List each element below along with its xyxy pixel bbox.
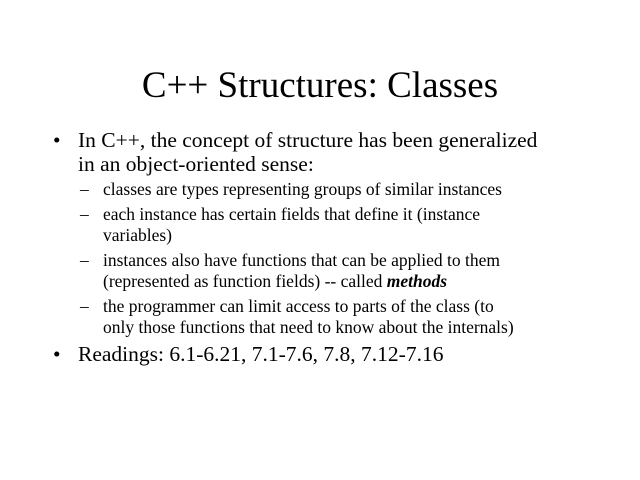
dash-marker: – xyxy=(80,250,89,270)
sub-bullet-text-line2 xyxy=(103,271,613,292)
sub-bullet-text: instances also have functions that can be applied to them xyxy=(103,250,501,270)
sub-bullet-text: classes are types representing groups of similar instances xyxy=(103,179,502,199)
sub-bullet-text: each instance has certain fields that define it (instance xyxy=(103,204,481,224)
sub-bullet-text: variables) xyxy=(103,225,172,245)
bullet-text-line: In C++, the concept of structure has been generalized xyxy=(78,128,538,152)
sub-bullet-access xyxy=(53,296,613,338)
methods-emphasis: methods xyxy=(386,271,448,291)
bullet-text-line: Readings: 6.1-6.21, 7.1-7.6, 7.8, 7.12-7.16 xyxy=(78,342,444,366)
bullet-marker: • xyxy=(53,128,61,152)
sub-bullet-text: the programmer can limit access to parts of the class (to xyxy=(103,296,494,316)
sub-bullet-text: (represented as function fields) -- called xyxy=(103,271,387,291)
bullet-structures xyxy=(53,128,613,176)
sub-bullet-fields xyxy=(53,204,613,246)
dash-marker: – xyxy=(80,179,89,199)
sub-bullet-text: only those functions that need to know about the internals) xyxy=(103,317,514,337)
sub-bullet-list xyxy=(53,179,613,338)
sub-bullet-types xyxy=(53,179,613,200)
bullet-readings xyxy=(53,342,613,366)
sub-bullet-methods xyxy=(53,250,613,292)
slide-title: C++ Structures: Classes xyxy=(141,65,499,106)
slide-content xyxy=(53,128,613,366)
bullet-text-line: in an object-oriented sense: xyxy=(78,152,314,176)
bullet-marker: • xyxy=(53,342,61,366)
dash-marker: – xyxy=(80,296,89,316)
dash-marker: – xyxy=(80,204,89,224)
